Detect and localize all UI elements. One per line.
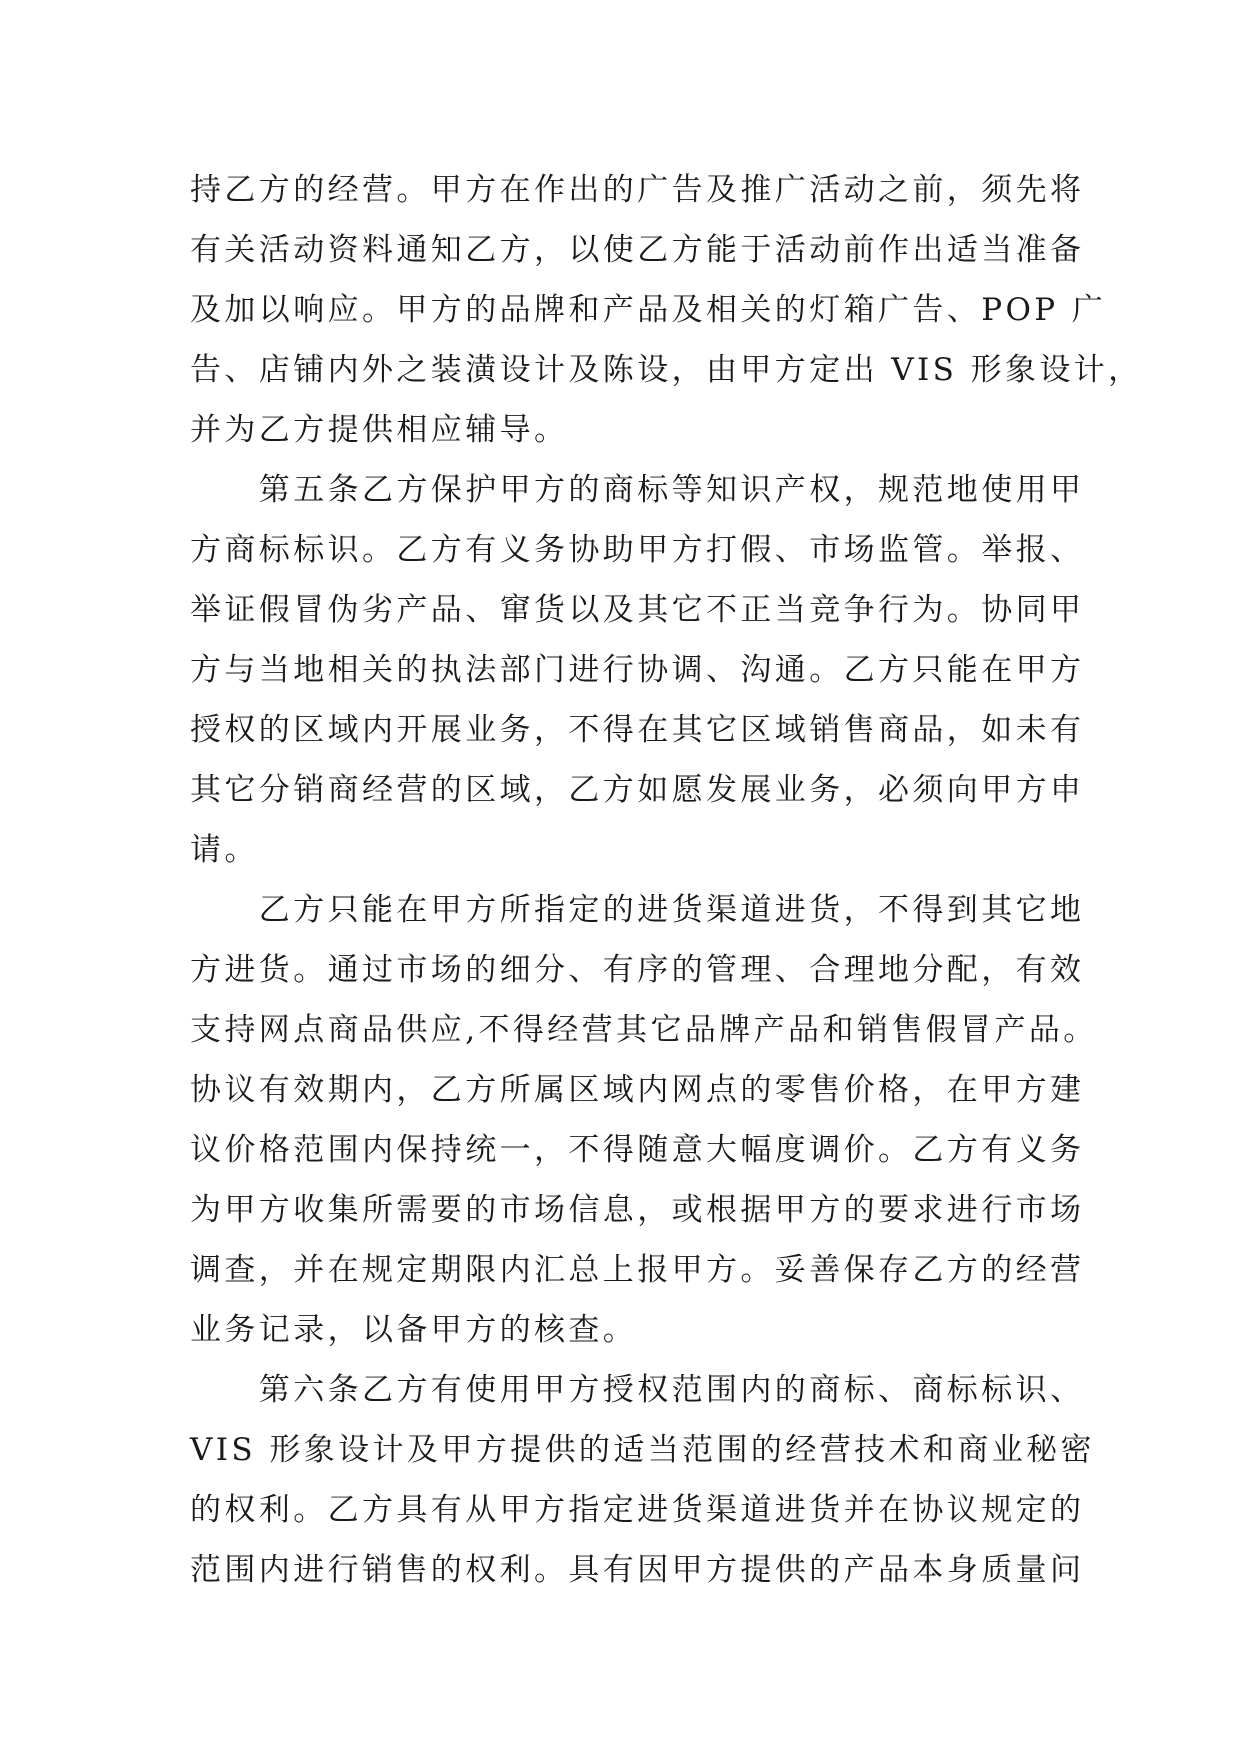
text-line: 方进货。通过市场的细分、有序的管理、合理地分配，有效 [190, 952, 1085, 988]
text-line: 方商标标识。乙方有义务协助甲方打假、市场监管。举报、 [190, 532, 1085, 568]
text-line: 支持网点商品供应,不得经营其它品牌产品和销售假冒产品。 [190, 1012, 1098, 1048]
paragraph-article-5 [190, 460, 1085, 880]
text-line: 第六条乙方有使用甲方授权范围内的商标、商标标识、 [190, 1372, 1085, 1408]
text-line: 协议有效期内，乙方所属区域内网点的零售价格，在甲方建 [190, 1072, 1085, 1108]
paragraph-purchasing-channel [190, 880, 1098, 1360]
text-line: 调查，并在规定期限内汇总上报甲方。妥善保存乙方的经营 [190, 1252, 1085, 1288]
text-line: 及加以响应。甲方的品牌和产品及相关的灯箱广告、POP 广 [190, 292, 1107, 328]
body-text [190, 160, 1143, 1600]
text-line: 告、店铺内外之装潢设计及陈设，由甲方定出 VIS 形象设计， [190, 352, 1143, 388]
text-line: 方与当地相关的执法部门进行协调、沟通。乙方只能在甲方 [190, 652, 1085, 688]
text-line: 乙方只能在甲方所指定的进货渠道进货，不得到其它地 [190, 892, 1085, 928]
text-line: 议价格范围内保持统一，不得随意大幅度调价。乙方有义务 [190, 1132, 1085, 1168]
text-line: 持乙方的经营。甲方在作出的广告及推广活动之前，须先将 [190, 172, 1085, 208]
text-line: 的权利。乙方具有从甲方指定进货渠道进货并在协议规定的 [190, 1492, 1085, 1528]
text-line: 范围内进行销售的权利。具有因甲方提供的产品本身质量问 [190, 1552, 1085, 1588]
text-line: 第五条乙方保护甲方的商标等知识产权，规范地使用甲 [190, 472, 1085, 508]
text-line: 请。 [190, 832, 259, 868]
text-line: 业务记录，以备甲方的核查。 [190, 1312, 638, 1348]
text-line: 并为乙方提供相应辅导。 [190, 412, 569, 448]
text-line: 授权的区域内开展业务，不得在其它区域销售商品，如未有 [190, 712, 1085, 748]
text-line: 其它分销商经营的区域，乙方如愿发展业务，必须向甲方申 [190, 772, 1085, 808]
paragraph-advertising-support [190, 160, 1143, 460]
text-line: 为甲方收集所需要的市场信息，或根据甲方的要求进行市场 [190, 1192, 1085, 1228]
text-line: 举证假冒伪劣产品、窜货以及其它不正当竞争行为。协同甲 [190, 592, 1085, 628]
text-line: VIS 形象设计及甲方提供的适当范围的经营技术和商业秘密 [190, 1432, 1095, 1468]
text-line: 有关活动资料通知乙方，以使乙方能于活动前作出适当准备 [190, 232, 1085, 268]
paragraph-article-6 [190, 1360, 1095, 1600]
